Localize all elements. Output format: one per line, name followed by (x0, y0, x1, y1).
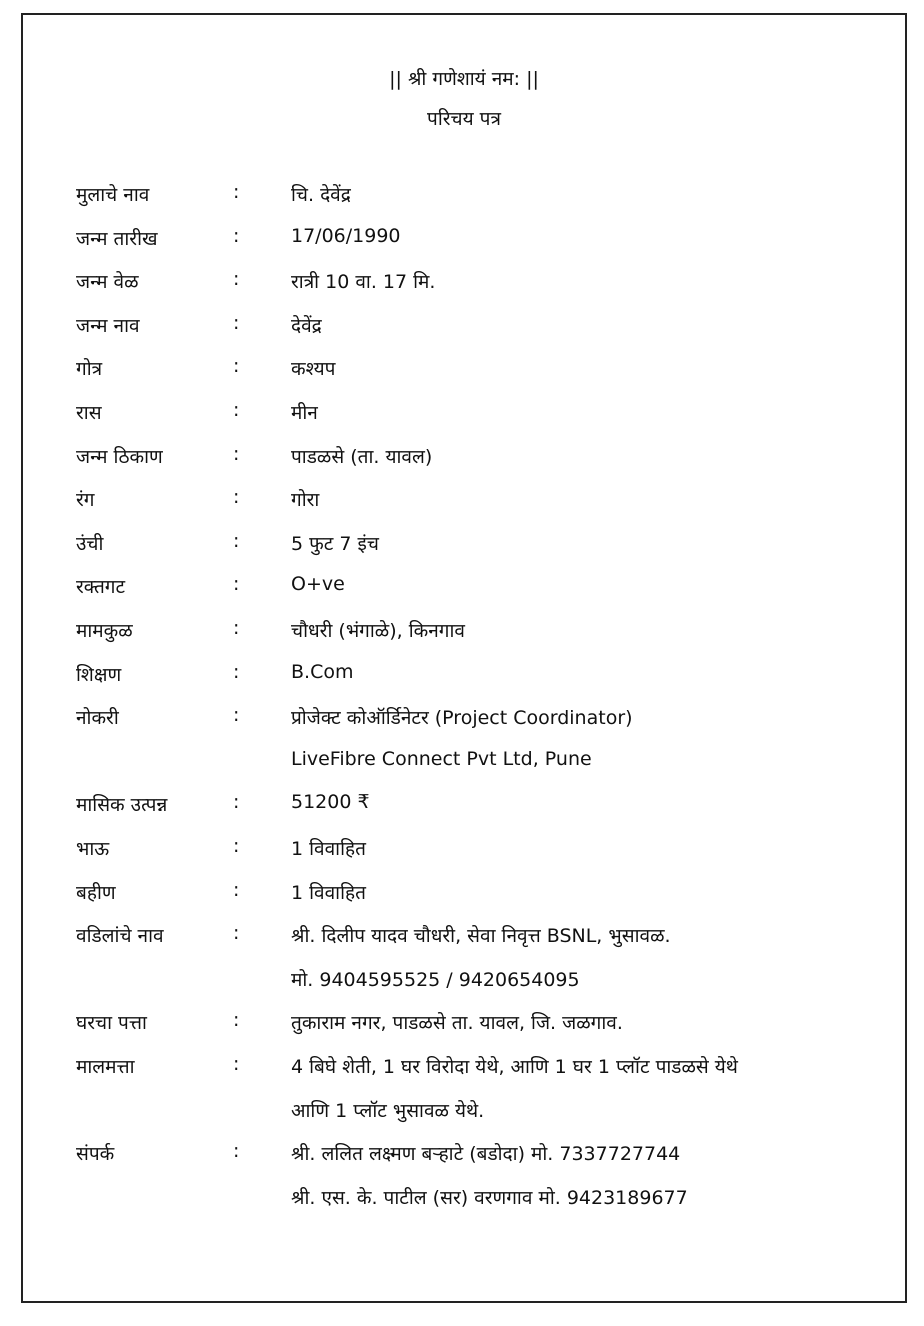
field-label: भाऊ (76, 838, 110, 860)
field-row (23, 399, 905, 429)
biodata-page (21, 13, 907, 1303)
field-separator: : (233, 442, 240, 465)
field-separator: : (233, 922, 240, 945)
field-label: जन्म तारीख (76, 227, 158, 250)
field-row (23, 486, 905, 516)
field-label: नोकरी (76, 707, 119, 730)
field-value: आणि 1 प्लॉट भुसावळ येथे. (291, 1099, 485, 1122)
field-value: तुकाराम नगर, पाडळसे ता. यावल, जि. जळगाव. (291, 1012, 623, 1035)
field-row (23, 573, 905, 603)
field-separator: : (233, 268, 240, 291)
field-label: बहीण (76, 881, 116, 904)
field-row (23, 661, 905, 691)
field-row (23, 617, 905, 647)
field-value: 1 विवाहित (291, 838, 366, 860)
field-row (23, 443, 905, 473)
field-value: मो. 9404595525 / 9420654095 (291, 968, 580, 991)
field-value: 51200 ₹ (291, 791, 370, 814)
field-label: जन्म वेळ (76, 271, 139, 294)
field-value: 17/06/1990 (291, 224, 401, 247)
field-row (23, 791, 905, 821)
field-row (23, 355, 905, 385)
field-row (23, 181, 905, 211)
field-row (23, 225, 905, 255)
field-value: श्री. दिलीप यादव चौधरी, सेवा निवृत्त BSNL, भुसावळ. (291, 925, 671, 948)
field-separator: : (233, 1009, 240, 1032)
field-row (23, 922, 905, 991)
field-value: 5 फुट 7 इंच (291, 532, 379, 555)
field-value: श्री. ललित लक्ष्मण बऱ्हाटे (बडोदा) मो. 7337727744 (291, 1143, 681, 1166)
field-value: देवेंद्र (291, 314, 322, 337)
field-row (23, 530, 905, 560)
field-label: शिक्षण (76, 663, 122, 686)
invocation-line: || श्री गणेशायं नम: || (389, 68, 539, 90)
field-separator: : (233, 181, 240, 203)
field-separator: : (233, 486, 240, 509)
field-separator: : (233, 704, 240, 727)
field-value: श्री. एस. के. पाटील (सर) वरणगाव मो. 9423189677 (291, 1186, 688, 1209)
field-label: जन्म ठिकाण (76, 445, 163, 468)
field-label: जन्म नाव (76, 314, 140, 337)
field-value: B.Com (291, 660, 354, 683)
field-value: चि. देवेंद्र (291, 184, 351, 206)
field-row (23, 835, 905, 865)
field-value: कश्यप (291, 358, 336, 381)
field-value: 1 विवाहित (291, 881, 366, 904)
field-value: मीन (291, 402, 318, 424)
field-separator: : (233, 878, 240, 901)
field-label: वडिलांचे नाव (76, 925, 164, 948)
field-value: O+ve (291, 573, 345, 596)
field-separator: : (233, 573, 240, 596)
field-row (23, 1009, 905, 1039)
field-row (23, 312, 905, 342)
field-separator: : (233, 311, 240, 334)
field-label: मासिक उत्पन्न (76, 794, 168, 817)
field-label: मामकुळ (76, 620, 133, 642)
field-separator: : (233, 791, 240, 814)
field-label: रास (76, 402, 102, 424)
field-row (23, 879, 905, 909)
field-label: रंग (76, 489, 95, 512)
field-separator: : (233, 224, 240, 247)
field-label: संपर्क (76, 1143, 115, 1166)
field-row (23, 704, 905, 770)
field-label: रक्तगट (76, 576, 126, 599)
field-row (23, 268, 905, 298)
field-separator: : (233, 660, 240, 683)
field-separator: : (233, 1140, 240, 1163)
field-separator: : (233, 617, 240, 639)
field-separator: : (233, 1053, 240, 1075)
field-value: प्रोजेक्ट कोऑर्डिनेटर (Project Coordinator) (291, 707, 633, 730)
field-value: रात्री 10 वा. 17 मि. (291, 271, 436, 294)
field-separator: : (233, 399, 240, 421)
field-value: गोरा (291, 489, 320, 512)
field-separator: : (233, 835, 240, 857)
page-title: परिचय पत्र (427, 108, 501, 130)
field-label: घरचा पत्ता (76, 1012, 147, 1035)
field-value: पाडळसे (ता. यावल) (291, 445, 433, 468)
field-label: मुलाचे नाव (76, 184, 150, 206)
field-separator: : (233, 529, 240, 552)
field-label: उंची (76, 532, 104, 555)
field-separator: : (233, 355, 240, 378)
field-row (23, 1140, 905, 1209)
field-label: मालमत्ता (76, 1056, 135, 1078)
field-value: चौधरी (भंगाळे), किनगाव (291, 620, 465, 642)
field-value: 4 बिघे शेती, 1 घर विरोदा येथे, आणि 1 घर 1 प्लॉट पाडळसे येथे (291, 1056, 738, 1078)
field-row (23, 1053, 905, 1122)
field-label: गोत्र (76, 358, 103, 381)
field-value: LiveFibre Connect Pvt Ltd, Pune (291, 747, 592, 770)
